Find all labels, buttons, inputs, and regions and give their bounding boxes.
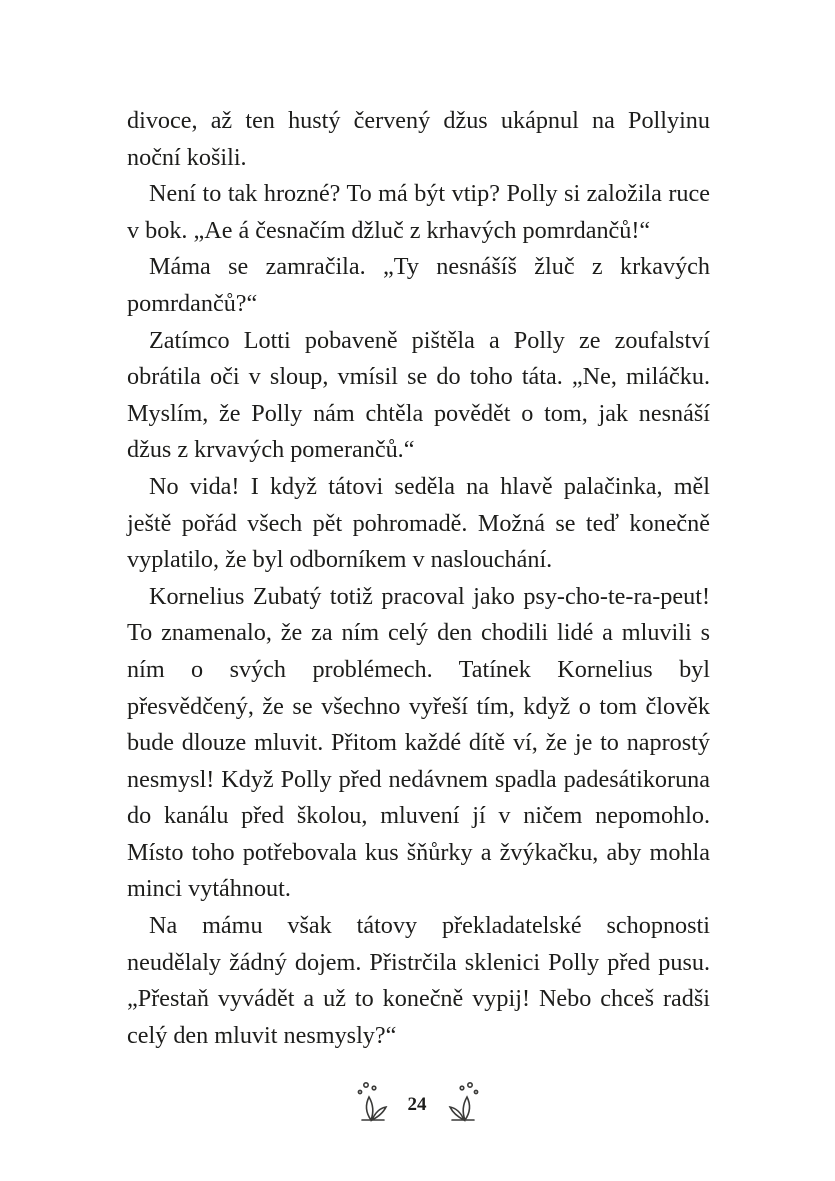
paragraph-5: No vida! I když tátovi seděla na hlavě palačinka, měl ještě pořád všech pět pohromadě. Možná se teď konečně vyplatilo, že byl odborníkem v naslouchání. bbox=[127, 472, 710, 574]
leaf-sprig-icon bbox=[350, 1080, 396, 1126]
paragraph-2: Není to tak hrozné? To má být vtip? Polly si založila ruce v bok. „Ae á česnačím džluč z krhavých pomrdančů!“ bbox=[127, 180, 710, 244]
paragraph-1: divoce, až ten hustý červený džus ukápnul na Pollyinu noční košili. bbox=[127, 107, 710, 171]
paragraph-4: Zatímco Lotti pobaveně pištěla a Polly ze zoufalství obrátila oči v sloup, vmísil se do toho táta. „Ne, miláčku. Myslím, že Polly nám chtěla povědět o tom, jak nesnáší džus z krvavých pomerančů.“ bbox=[127, 326, 710, 464]
paragraph-7: Na mámu však tátovy překladatelské schopnosti neudělaly žádný dojem. Přistrčila sklenici Polly před pusu. „Přestaň vyvádět a už to konečně vypij! Nebo chceš radši celý den mluvit nesmysly?“ bbox=[127, 912, 710, 1049]
body-text bbox=[127, 103, 710, 1054]
page-number: 24 bbox=[407, 1094, 427, 1115]
paragraph-6: Kornelius Zubatý totiž pracoval jako psy-cho-te-ra-peut! To znamenalo, že za ním celý den chodili lidé a mluvili s ním o svých problémech. Tatínek Kornelius byl přesvědčený, že se všechno vyřeší tím, když o tom člověk bude dlouze mluvit. Přitom každé dítě ví, že je to naprostý nesmysl! Když Polly před nedávnem spadla padesátikoruna do kanálu před školou, mluvení jí v ničem nepomohlo. Místo toho potřebovala kus šňůrky a žvýkačku, aby mohla minci vytáhnout. bbox=[127, 582, 710, 903]
page-footer bbox=[0, 1080, 835, 1130]
paragraph-3: Máma se zamračila. „Ty nesnášíš žluč z krkavých pomrdančů?“ bbox=[127, 253, 710, 317]
leaf-sprig-icon bbox=[440, 1080, 486, 1126]
